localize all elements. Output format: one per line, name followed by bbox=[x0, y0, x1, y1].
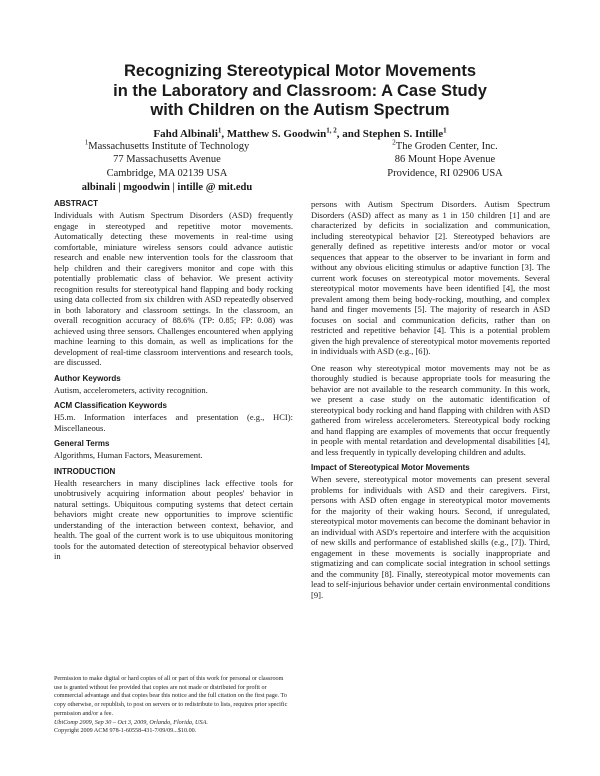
body-paragraph: One reason why stereotypical motor movements may not be as thoroughly studied is because appropriate tools for measuring the behavior are not available to the research community. In this work, we present a case study on the automatic identification of stereotypical body rocking and hand flapping with children with ASD gathered from wireless accelerometers. Stereotypical body rocking and hand flapping are examples of movements that occur frequently in people with mental retardation and developmental disabilities [4], and less frequently in typically developing children and adults. bbox=[311, 362, 550, 457]
permission-footnote bbox=[54, 675, 293, 736]
conference-venue: UbiComp 2009, Sep 30 – Oct 3, 2009, Orlando, Florida, USA. bbox=[54, 719, 208, 726]
right-column bbox=[311, 199, 550, 606]
title-line-2: in the Laboratory and Classroom: A Case Study bbox=[113, 81, 487, 100]
acm-text: H5.m. Information interfaces and presentation (e.g., HCI): Miscellaneous. bbox=[54, 412, 293, 433]
title-line-3: with Children on the Autism Spectrum bbox=[150, 101, 450, 119]
author-emails: albinali | mgoodwin | intille @ mit.edu bbox=[81, 182, 253, 193]
general-terms-heading: General Terms bbox=[54, 439, 110, 448]
affiliation-groden-street: 86 Mount Hope Avenue bbox=[394, 154, 496, 166]
permission-text: Permission to make digital or hard copies of all or part of this work for personal or classroom use is granted without fee provided that copies are not made or distributed for profit or commercial advantage and that copies bear this notice and the full citation on the first page. To copy otherwise, or republish, to post on servers or to redistribute to lists, requires prior specific permission and/or a fee. bbox=[54, 676, 288, 717]
affiliation-groden bbox=[345, 140, 545, 180]
body-paragraph: persons with Autism Spectrum Disorders. Autism Spectrum Disorders (ASD) affect as many as 1 in 150 children [1] and are characterized by deficits in socialization and communication, including stereotypical behavior [2]. Stereotyped behaviors are generally defined as repetitive interests and/or motor or vocal sequences that appear to the observer to be invariant in form and without any obvious eliciting stimulus or adaptive function [3]. The current work focuses on stereotypical motor movements. Several stereotypical motor movements have been identified [4], the most prevalent among them being body-rocking, mouthing, and complex hand and finger movements [5]. The majority of research in ASD focuses on social and communication deficits, rather than on restricted and repetitive behavior [4]. This is a potential problem given the high prevalence of stereotypical motor movements reported in individuals with ASD (e.g., [6]). bbox=[311, 199, 550, 356]
author-albinali: Fahd Albinali bbox=[153, 128, 218, 140]
keywords-heading: Author Keywords bbox=[54, 373, 121, 383]
abstract-heading: ABSTRACT bbox=[54, 199, 98, 208]
impact-heading: Impact of Stereotypical Motor Movements bbox=[311, 463, 470, 472]
affiliation-mit bbox=[62, 140, 272, 180]
author-intille: Stephen S. Intille bbox=[362, 128, 444, 140]
copyright-text: Copyright 2009 ACM 978-1-60558-431-7/09/09...$10.00. bbox=[54, 728, 197, 735]
introduction-text: Health researchers in many disciplines lack effective tools for unobtrusively acquiring information about peoples' behavior in natural settings. Ubiquitous computing systems that detect certain behaviors might create new opportunities to improve scientific understanding of the interaction between context, behavior, and health. The goal of the current work is to use ubiquitous monitoring tools for the automated detection of stereotypical behavior observed in bbox=[54, 477, 293, 561]
author-intille-affiliation: 1 bbox=[443, 126, 447, 135]
affiliation-groden-city: Providence, RI 02906 USA bbox=[387, 167, 503, 179]
introduction-heading: INTRODUCTION bbox=[54, 466, 116, 476]
title-line-1: Recognizing Stereotypical Motor Movements bbox=[123, 62, 477, 80]
paper-title bbox=[40, 62, 560, 121]
left-column bbox=[54, 199, 293, 568]
author-separator: , bbox=[221, 128, 227, 140]
abstract-text: Individuals with Autism Spectrum Disorders (ASD) frequently engage in stereotyped and repetitive motor movements. Automatically detecting these movements in real-time using comfortable, miniature wireless sensors could advance autistic research and enable new intervention tools for the classroom that help children and their caregivers monitor and cope with this potentially problematic class of behavior. We present activity recognition results for stereotypical hand flapping and body rocking using data collected from six children with ASD repeatedly observed in both laboratory and classroom settings. In the classroom, an overall recognition accuracy of 88.6% (TP: 0.85; FP: 0.08) was achieved using three sensors. Challenges encountered when applying machine learning to this domain, as well as implications for the development of real-time classroom interventions and research tools, are discussed. bbox=[54, 210, 293, 367]
author-goodwin: Matthew S. Goodwin bbox=[226, 128, 327, 140]
body-paragraph: When severe, stereotypical motor movements can present several problems for individuals with ASD and their caregivers. First, persons with ASD often engage in stereotypical motor movements for the majority of their waking hours. Second, if unregulated, stereotypical motor movements can become the dominant behavior in an individual with ASD's repertoire and interfere with the acquisition of new skills and performance of established skills (e.g., [7]). Third, engagement in these movements is socially inappropriate and stigmatizing and can complicate social integration in school settings and the community [8]. Finally, stereotypical motor movements can lead to self-injurious behavior under certain environmental conditions [9]. bbox=[311, 474, 551, 600]
author-albinali-affiliation: 1 bbox=[217, 126, 222, 135]
affiliation-mit-street: 77 Massachusetts Avenue bbox=[113, 154, 221, 166]
affiliation-mit-city: Cambridge, MA 02139 USA bbox=[106, 167, 228, 179]
affiliation-groden-name: $^2$The Groden Center, Inc. bbox=[392, 138, 498, 152]
author-separator: , and bbox=[336, 128, 363, 140]
author-goodwin-affiliation: 1, 2 bbox=[326, 126, 337, 135]
keywords-text: Autism, accelerometers, activity recognition. bbox=[54, 384, 208, 395]
general-terms-text: Algorithms, Human Factors, Measurement. bbox=[54, 450, 203, 460]
affiliation-mit-name: $^1$Massachusetts Institute of Technology bbox=[84, 138, 250, 152]
acm-heading: ACM Classification Keywords bbox=[54, 401, 167, 410]
